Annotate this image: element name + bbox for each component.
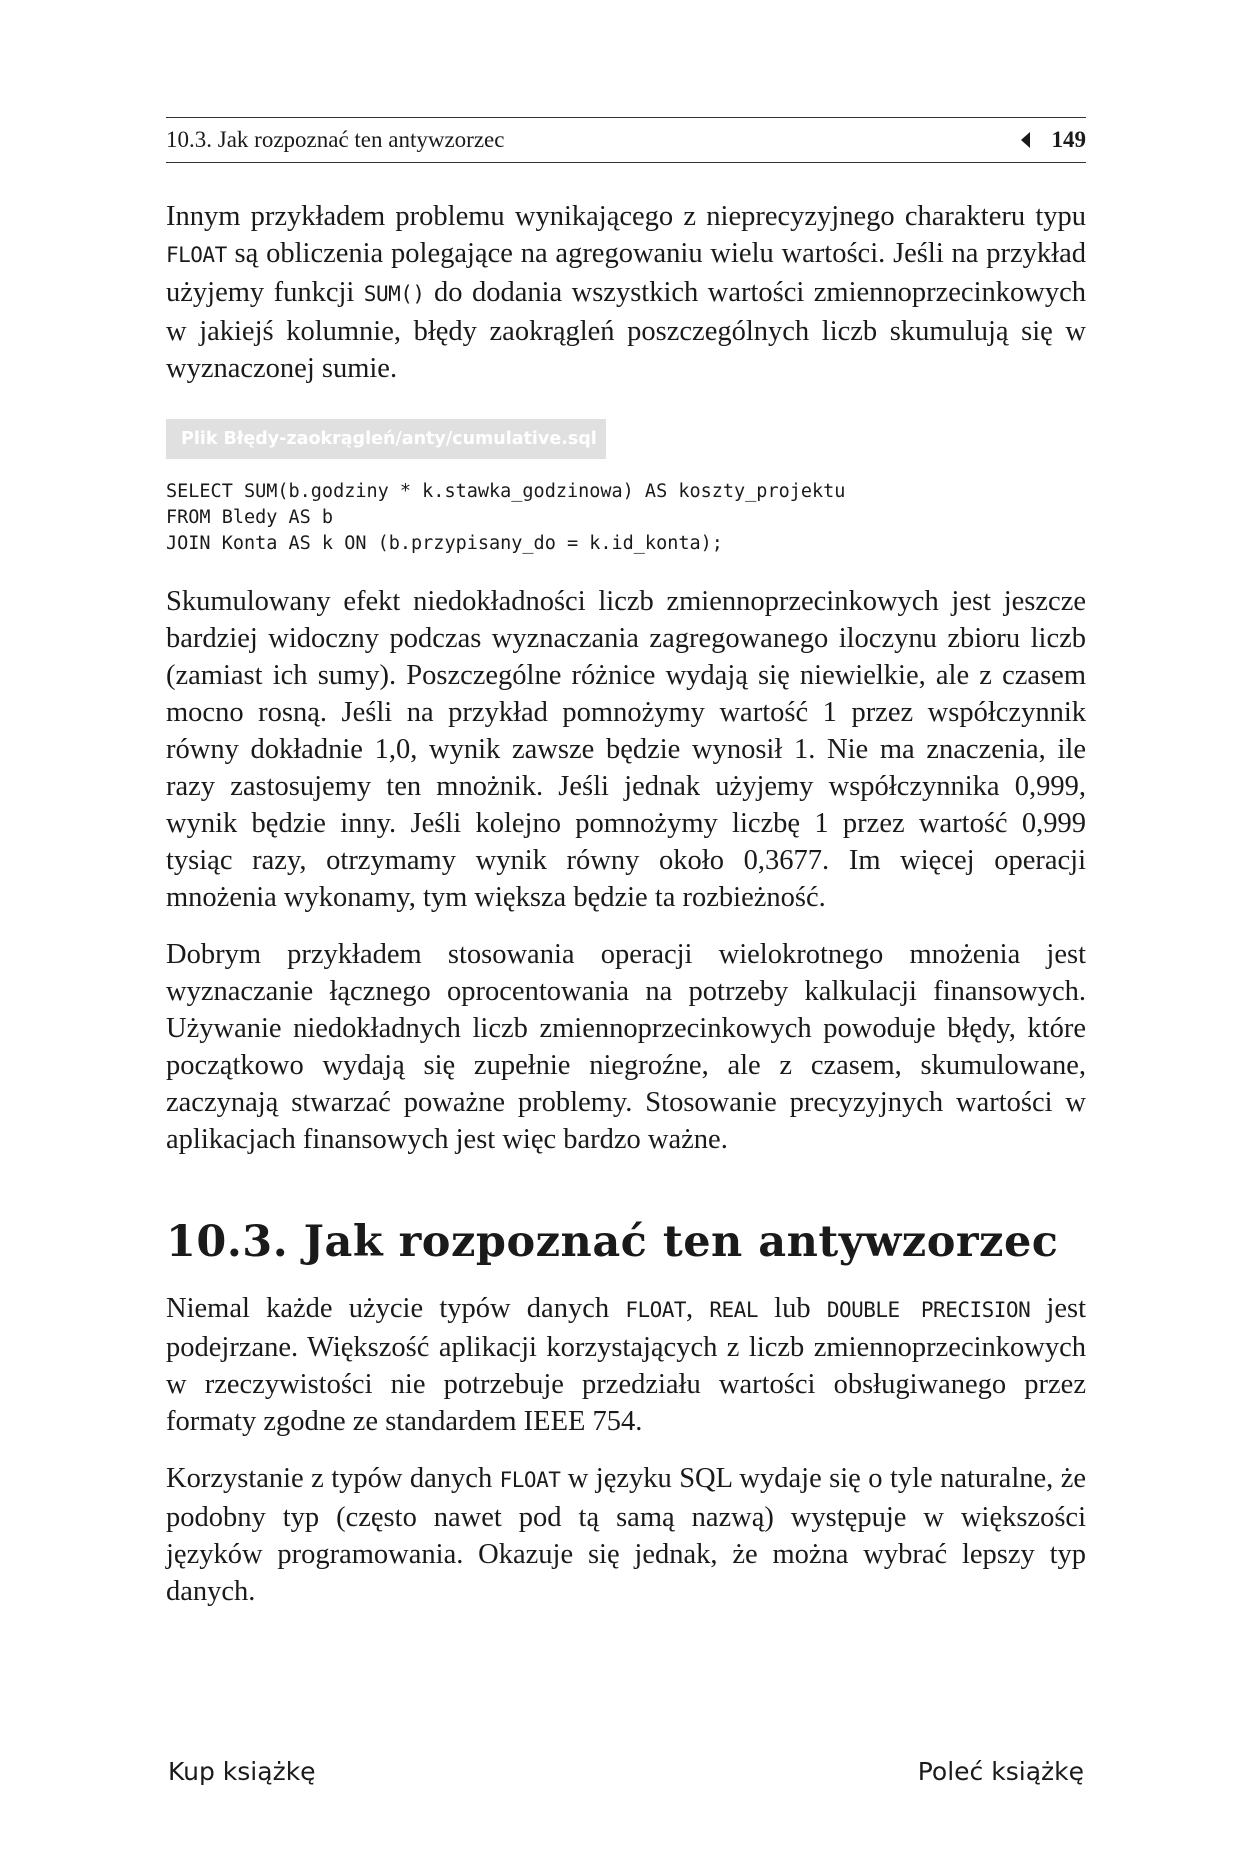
running-header-right (1021, 127, 1087, 153)
page-number: 149 (1051, 127, 1086, 152)
paragraph-4 (166, 1290, 1086, 1440)
text-run: , (686, 1293, 710, 1324)
paragraph-5 (166, 1460, 1086, 1610)
buy-book-link[interactable]: Kup książkę (168, 1757, 316, 1786)
page-footer (168, 1757, 1084, 1786)
code-line: JOIN Konta AS k ON (b.przypisany_do = k.id_konta); (166, 533, 723, 554)
inline-code: SUM() (363, 282, 425, 306)
left-triangle-icon (1021, 132, 1030, 148)
inline-code: FLOAT (166, 243, 227, 267)
code-listing (166, 479, 1086, 557)
text-run: Niemal każde użycie typów danych (166, 1293, 626, 1324)
text-run: w języku SQL wydaje się o tyle naturalne, że podobny typ (często nawet pod tą samą nazwą) występuje w większości języków programowania. Okazuje się jednak, że można wybrać lepszy typ danych. (166, 1463, 1086, 1607)
inline-code: FLOAT (499, 1468, 561, 1492)
inline-code: REAL (709, 1298, 758, 1322)
paragraph-3: Dobrym przykładem stosowania operacji wielokrotnego mnożenia jest wyznaczanie łącznego oprocentowania na potrzeby kalkulacji finansowych. Używanie niedokładnych liczb zmiennoprzecinkowych powoduje błędy, które początkowo wydają się zupełnie niegroźne, ale z czasem, skumulowane, zaczynają stwarzać poważne problemy. Stosowanie precyzyjnych wartości w aplikacjach finansowych jest więc bardzo ważne. (166, 939, 1086, 1155)
text-run: jest podejrzane. Większość aplikacji korzystających z liczb zmiennoprzecinkowych w rzeczywistości nie potrzebuje przedziału wartości obsługiwanego przez formaty zgodne ze standardem IEEE 754. (166, 1293, 1087, 1437)
text-run: Innym przykładem problemu wynikającego z nieprecyzyjnego charakteru typu (166, 201, 1086, 232)
text-run: są obliczenia polegające na agregowaniu wielu wartości. Jeśli na przykład użyjemy funkcji (166, 238, 1086, 308)
text-run: lub (757, 1293, 827, 1324)
paragraph-1 (166, 198, 1086, 387)
text-run: do dodania wszystkich wartości zmiennoprzecinkowych w jakiejś kolumnie, błędy zaokrągleń poszczególnych liczb skumulują się w wyznaczonej sumie. (166, 277, 1086, 384)
inline-code: FLOAT (625, 1298, 687, 1322)
code-line: SELECT SUM(b.godziny * k.stawka_godzinowa) AS koszty_projektu (166, 481, 846, 502)
code-file-label: Plik Błędy-zaokrągleń/anty/cumulative.sql (166, 419, 606, 459)
page-content (166, 198, 1086, 1630)
running-header-title: 10.3. Jak rozpoznać ten antywzorzec (166, 127, 505, 152)
inline-code: DOUBLE PRECISION (826, 1298, 1031, 1322)
running-header (166, 117, 1086, 163)
section-heading: 10.3. Jak rozpoznać ten antywzorzec (166, 1217, 1059, 1267)
code-line: FROM Bledy AS b (166, 507, 334, 528)
paragraph-2: Skumulowany efekt niedokładności liczb zmiennoprzecinkowych jest jeszcze bardziej widoczny podczas wyznaczania zagregowanego iloczynu zbioru liczb (zamiast ich sumy). Poszczególne różnice wydają się niewielkie, ale z czasem mocno rosną. Jeśli na przykład pomnożymy wartość 1 przez współczynnik równy dokładnie 1,0, wynik zawsze będzie wynosił 1. Nie ma znaczenia, ile razy zastosujemy ten mnożnik. Jeśli jednak użyjemy współczynnika 0,999, wynik będzie inny. Jeśli kolejno pomnożymy liczbę 1 przez wartość 0,999 tysiąc razy, otrzymamy wynik równy około 0,3677. Im więcej operacji mnożenia wykonamy, tym większa będzie ta rozbieżność. (166, 586, 1086, 913)
text-run: Korzystanie z typów danych (166, 1463, 500, 1494)
recommend-book-link[interactable]: Poleć książkę (917, 1757, 1084, 1786)
